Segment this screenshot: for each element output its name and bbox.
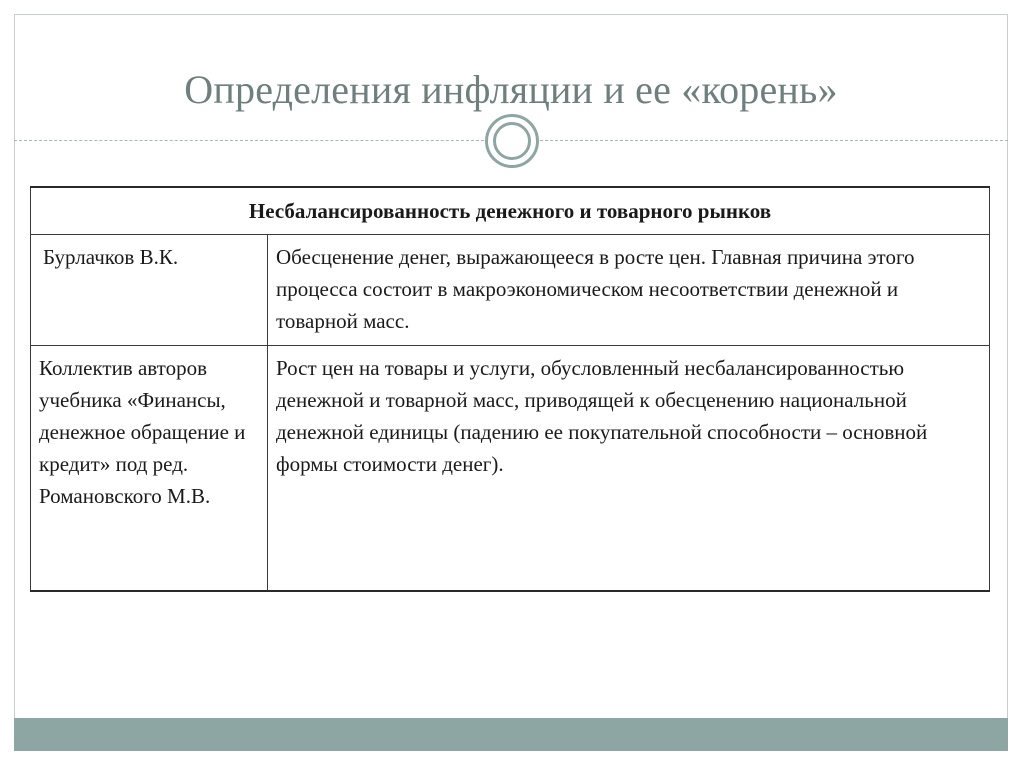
table-row (31, 235, 990, 346)
table-header: Несбалансированность денежного и товарного рынков (31, 187, 990, 235)
definition-cell: Обесценение денег, выражающееся в росте цен. Главная причина этого процесса состоит в макроэкономическом несоответствии денежной и товарной масс. (268, 235, 990, 346)
bottom-accent-bar (14, 718, 1008, 751)
ring-ornament-inner (493, 122, 531, 160)
ring-ornament-icon (485, 114, 539, 168)
table-row (31, 346, 990, 592)
definition-cell: Рост цен на товары и услуги, обусловленный несбалансированностью денежной и товарной масс, приводящей к обесценению национальной денежной единицы (падению ее покупательной способности – основной формы стоимости денег). (268, 346, 990, 592)
title-divider-right (540, 140, 1008, 141)
slide-title: Определения инфляции и ее «корень» (184, 67, 838, 112)
title-divider-left (14, 140, 484, 141)
author-cell: Коллектив авторов учебника «Финансы, денежное обращение и кредит» под ред. Романовского М.В. (31, 346, 268, 592)
table-header-row (31, 187, 990, 235)
author-cell: Бурлачков В.К. (31, 235, 268, 346)
definitions-table (30, 186, 990, 592)
